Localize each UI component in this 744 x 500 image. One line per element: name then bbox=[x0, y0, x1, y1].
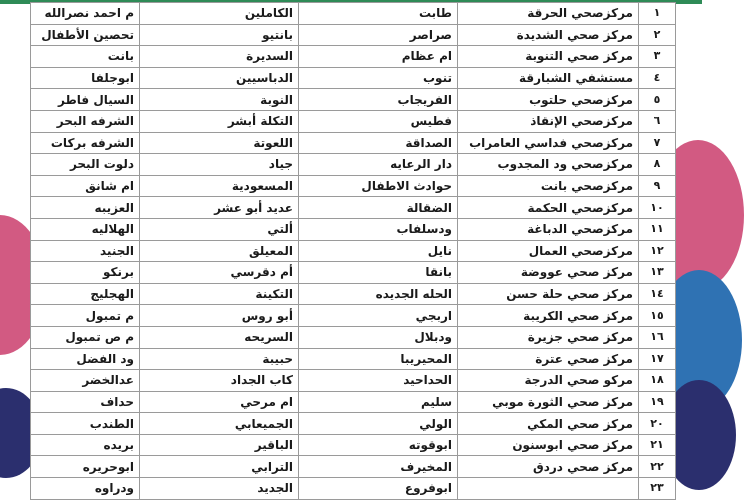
center-name-cell: مركز صحي الشديدة bbox=[458, 24, 639, 46]
center-name-cell: مركز صحي حلة حسن bbox=[458, 283, 639, 305]
row-number: ١ bbox=[639, 3, 676, 25]
location-cell: عديد أبو عشر bbox=[140, 197, 299, 219]
row-number: ١٩ bbox=[639, 391, 676, 413]
location-cell: م احمد نصرالله bbox=[31, 3, 140, 25]
location-cell: بانتيو bbox=[140, 24, 299, 46]
location-cell: تنوب bbox=[299, 67, 458, 89]
table-row bbox=[31, 413, 676, 435]
location-cell: العزيبه bbox=[31, 197, 140, 219]
row-number: ١٥ bbox=[639, 305, 676, 327]
table-row bbox=[31, 218, 676, 240]
location-cell: طابت bbox=[299, 3, 458, 25]
center-name-cell: مركز صحي الثورة موبي bbox=[458, 391, 639, 413]
table-row bbox=[31, 370, 676, 392]
location-cell: الفريجاب bbox=[299, 89, 458, 111]
location-cell: عدالخضر bbox=[31, 370, 140, 392]
center-name-cell: مركزصحي الحرقة bbox=[458, 3, 639, 25]
location-cell: التكينة bbox=[140, 283, 299, 305]
location-cell: بريده bbox=[31, 434, 140, 456]
row-number: ٩ bbox=[639, 175, 676, 197]
center-name-cell: مركز صحي التنوبة bbox=[458, 46, 639, 68]
location-cell: حداف bbox=[31, 391, 140, 413]
table-row bbox=[31, 305, 676, 327]
location-cell: أبو روس bbox=[140, 305, 299, 327]
row-number: ١٠ bbox=[639, 197, 676, 219]
table-row bbox=[31, 89, 676, 111]
center-name-cell: مركز صحي ابوسنون bbox=[458, 434, 639, 456]
location-cell: اربجي bbox=[299, 305, 458, 327]
location-cell: المعيلق bbox=[140, 240, 299, 262]
location-cell: ود الفضل bbox=[31, 348, 140, 370]
location-cell: فطيس bbox=[299, 110, 458, 132]
row-number: ١٣ bbox=[639, 262, 676, 284]
location-cell: ابوجلفا bbox=[31, 67, 140, 89]
center-name-cell: مركزصحي بانت bbox=[458, 175, 639, 197]
row-number: ٢٣ bbox=[639, 478, 676, 500]
row-number: ٨ bbox=[639, 154, 676, 176]
row-number: ٢١ bbox=[639, 434, 676, 456]
location-cell: الحداحيد bbox=[299, 370, 458, 392]
location-cell: الطندب bbox=[31, 413, 140, 435]
row-number: ١٨ bbox=[639, 370, 676, 392]
center-name-cell: مركز صحي المكي bbox=[458, 413, 639, 435]
location-cell: حوادث الاطفال bbox=[299, 175, 458, 197]
location-cell: الحله الجديده bbox=[299, 283, 458, 305]
location-cell: الصداقة bbox=[299, 132, 458, 154]
location-cell: الجديد bbox=[140, 478, 299, 500]
table-body bbox=[31, 3, 676, 500]
center-name-cell bbox=[458, 478, 639, 500]
health-centers-table bbox=[30, 2, 676, 500]
center-name-cell: مركزصحي فداسي العامراب bbox=[458, 132, 639, 154]
table-row bbox=[31, 348, 676, 370]
center-name-cell: مركو صحي الدرجة bbox=[458, 370, 639, 392]
table-row bbox=[31, 24, 676, 46]
center-name-cell: مستشفي الشبارقة bbox=[458, 67, 639, 89]
location-cell: الترابي bbox=[140, 456, 299, 478]
center-name-cell: مركزصحي حلتوب bbox=[458, 89, 639, 111]
row-number: ٢ bbox=[639, 24, 676, 46]
center-name-cell: مركزصحي العمال bbox=[458, 240, 639, 262]
center-name-cell: مركزصحي ود المجدوب bbox=[458, 154, 639, 176]
table-row bbox=[31, 283, 676, 305]
location-cell: المخيرف bbox=[299, 456, 458, 478]
row-number: ٦ bbox=[639, 110, 676, 132]
location-cell: برنكو bbox=[31, 262, 140, 284]
center-name-cell: مركز صحي الكريبة bbox=[458, 305, 639, 327]
location-cell: بانقا bbox=[299, 262, 458, 284]
table-row bbox=[31, 110, 676, 132]
row-number: ٧ bbox=[639, 132, 676, 154]
location-cell: ألتي bbox=[140, 218, 299, 240]
location-cell: الشرفه بركات bbox=[31, 132, 140, 154]
location-cell: الدباسيين bbox=[140, 67, 299, 89]
location-cell: اللعوتة bbox=[140, 132, 299, 154]
location-cell: السريحه bbox=[140, 326, 299, 348]
table-row bbox=[31, 240, 676, 262]
row-number: ٢٢ bbox=[639, 456, 676, 478]
table-row bbox=[31, 197, 676, 219]
location-cell: سليم bbox=[299, 391, 458, 413]
row-number: ١١ bbox=[639, 218, 676, 240]
location-cell: كاب الجداد bbox=[140, 370, 299, 392]
location-cell: السديرة bbox=[140, 46, 299, 68]
location-cell: الولي bbox=[299, 413, 458, 435]
location-cell: الجميعابي bbox=[140, 413, 299, 435]
table-row bbox=[31, 326, 676, 348]
location-cell: ام شانق bbox=[31, 175, 140, 197]
row-number: ١٢ bbox=[639, 240, 676, 262]
table-row bbox=[31, 456, 676, 478]
location-cell: الكاملين bbox=[140, 3, 299, 25]
location-cell: ودبلال bbox=[299, 326, 458, 348]
table-row bbox=[31, 154, 676, 176]
location-cell: الشرفه البحر bbox=[31, 110, 140, 132]
location-cell: المسعودية bbox=[140, 175, 299, 197]
location-cell: ابوحريره bbox=[31, 456, 140, 478]
center-name-cell: مركزصحي الدباغة bbox=[458, 218, 639, 240]
location-cell: صراصر bbox=[299, 24, 458, 46]
location-cell: بانت bbox=[31, 46, 140, 68]
location-cell: دلوت البحر bbox=[31, 154, 140, 176]
location-cell: المحيريبا bbox=[299, 348, 458, 370]
location-cell: ام عظام bbox=[299, 46, 458, 68]
location-cell: ابوفروع bbox=[299, 478, 458, 500]
location-cell: الهلاليه bbox=[31, 218, 140, 240]
center-name-cell: مركز صحي جزيرة bbox=[458, 326, 639, 348]
table-row bbox=[31, 67, 676, 89]
center-name-cell: مركز صحي عووضة bbox=[458, 262, 639, 284]
row-number: ١٦ bbox=[639, 326, 676, 348]
location-cell: نايل bbox=[299, 240, 458, 262]
location-cell: السيال فاطر bbox=[31, 89, 140, 111]
location-cell: الجنيد bbox=[31, 240, 140, 262]
location-cell: الضقالة bbox=[299, 197, 458, 219]
table-row bbox=[31, 434, 676, 456]
location-cell: ام مرحي bbox=[140, 391, 299, 413]
location-cell: ودسلفاب bbox=[299, 218, 458, 240]
location-cell: الباقير bbox=[140, 434, 299, 456]
center-name-cell: مركزصحي الحكمة bbox=[458, 197, 639, 219]
location-cell: دار الرعايه bbox=[299, 154, 458, 176]
location-cell: م تمبول bbox=[31, 305, 140, 327]
row-number: ٤ bbox=[639, 67, 676, 89]
location-cell: حبيبة bbox=[140, 348, 299, 370]
row-number: ٥ bbox=[639, 89, 676, 111]
center-name-cell: مركز صحي عترة bbox=[458, 348, 639, 370]
table-row bbox=[31, 46, 676, 68]
table-row bbox=[31, 478, 676, 500]
location-cell: م ص تمبول bbox=[31, 326, 140, 348]
table-row bbox=[31, 3, 676, 25]
row-number: ٣ bbox=[639, 46, 676, 68]
location-cell: الهجليج bbox=[31, 283, 140, 305]
table-row bbox=[31, 391, 676, 413]
location-cell: جياد bbox=[140, 154, 299, 176]
table-row bbox=[31, 262, 676, 284]
row-number: ٢٠ bbox=[639, 413, 676, 435]
location-cell: ودراوه bbox=[31, 478, 140, 500]
location-cell: أم دقرسي bbox=[140, 262, 299, 284]
table-row bbox=[31, 132, 676, 154]
location-cell: النوبة bbox=[140, 89, 299, 111]
center-name-cell: مركزصحي الإنقاذ bbox=[458, 110, 639, 132]
location-cell: ابوقوته bbox=[299, 434, 458, 456]
table-row bbox=[31, 175, 676, 197]
center-name-cell: مركز صحي دردق bbox=[458, 456, 639, 478]
row-number: ١٤ bbox=[639, 283, 676, 305]
row-number: ١٧ bbox=[639, 348, 676, 370]
location-cell: تحصين الأطفال bbox=[31, 24, 140, 46]
location-cell: التكلة أبشر bbox=[140, 110, 299, 132]
